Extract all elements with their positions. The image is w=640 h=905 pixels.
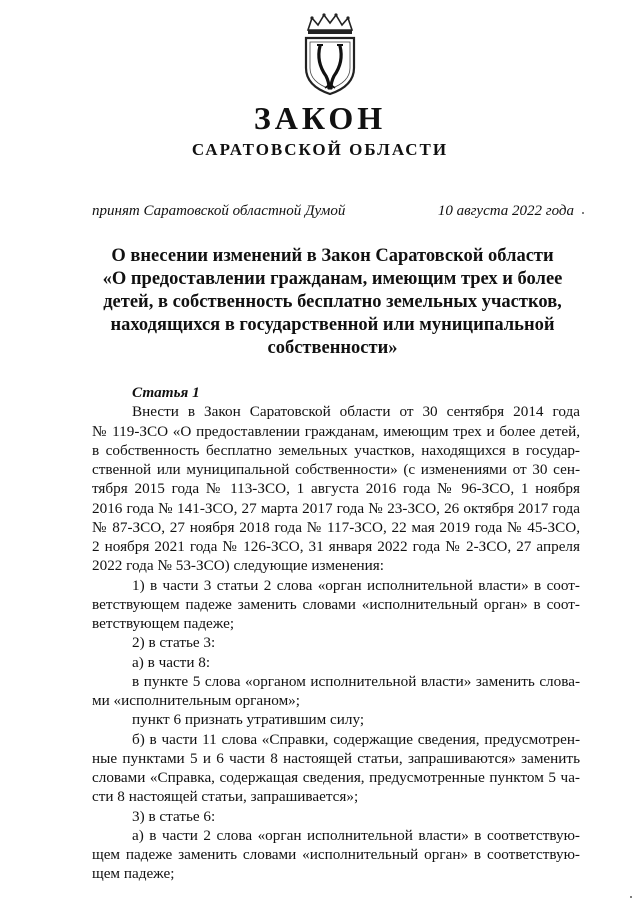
body-line: ветствующем падеже; xyxy=(92,615,235,632)
body-line: Внести в Закон Саратовской области от 30 сентября 2014 года xyxy=(132,403,580,421)
law-title-line: детей, в собственность бесплатно земельных участков, xyxy=(103,292,562,312)
body-line: 2 ноября 2021 года № 126-ЗСО, 31 января 2022 года № 2-ЗСО, 27 апреля xyxy=(92,538,580,555)
body-line: ми «исполнительным органом»; xyxy=(92,692,300,709)
body-line: щем падеже заменить словами «исполнительный орган» в соответствую- xyxy=(92,846,580,863)
law-title-line: находящихся в государственной или муниципальной xyxy=(110,315,555,335)
body-line: а) в части 8: xyxy=(132,653,211,671)
body-line: 2022 года № 53-ЗСО) следующие изменения: xyxy=(92,557,385,575)
article-heading: Статья 1 xyxy=(132,384,200,401)
body-line: тября 2015 года № 113-ЗСО, 1 августа 2016 года № 96-ЗСО, 1 ноября xyxy=(92,480,580,498)
body-line: 1) в части 3 статьи 2 слова «орган исполнительной власти» в соот- xyxy=(132,576,580,594)
scan-artifact xyxy=(582,212,584,214)
saratov-coat-of-arms-icon xyxy=(298,12,362,96)
body-line: 2016 года № 141-ЗСО, 27 марта 2017 года № 23-ЗСО, 26 октября 2017 года xyxy=(92,499,580,517)
body-line: № 87-ЗСО, 27 ноября 2018 года № 117-ЗСО, 22 мая 2019 года № 45-ЗСО, xyxy=(92,518,580,536)
body-line: ственной или муниципальной собственности» (с изменениями от 30 сен- xyxy=(92,461,580,478)
law-title-line: «О предоставлении гражданам, имеющим трех и более xyxy=(102,269,563,289)
body-line: а) в части 2 слова «орган исполнительной власти» в соответствую- xyxy=(132,826,580,844)
body-line: в собственность бесплатно земельных участков, находящихся в государ- xyxy=(92,441,580,459)
body-line: № 119-ЗСО «О предоставлении гражданам, имеющим трех и более детей, xyxy=(92,422,580,440)
region-label: САРАТОВСКОЙ ОБЛАСТИ xyxy=(191,140,449,159)
body-line: 3) в статье 6: xyxy=(132,807,216,825)
body-line: в пункте 5 слова «органом исполнительной власти» заменить слова- xyxy=(132,672,580,690)
body-line: пункт 6 признать утратившим силу; xyxy=(132,711,365,729)
scan-artifact xyxy=(630,896,632,898)
adopted-date-text: 10 августа 2022 года xyxy=(437,203,574,219)
law-title xyxy=(80,245,585,360)
body-line: щем падеже; xyxy=(92,865,175,883)
law-title-line: О внесении изменений в Закон Саратовской области xyxy=(111,246,554,266)
body-line: ные пунктами 5 и 6 части 8 настоящей статьи, запрашиваются» заменить xyxy=(92,749,580,767)
body-line: словами «Справка, содержащая сведения, предусмотренные пунктом 5 ча- xyxy=(92,769,580,786)
body-line: 2) в статье 3: xyxy=(132,634,216,652)
adopted-by-text: принят Саратовской областной Думой xyxy=(92,203,346,219)
body-line: б) в части 11 слова «Справки, содержащие сведения, предусмотрен- xyxy=(132,730,580,748)
law-title-line: собственности» xyxy=(267,338,398,358)
law-label: ЗАКОН xyxy=(253,100,387,136)
article-body xyxy=(92,383,580,884)
body-line: ветствующем падеже заменить словами «исполнительный орган» в соот- xyxy=(92,595,580,613)
body-line: сти 8 настоящей статьи, запрашивается»; xyxy=(92,788,359,806)
